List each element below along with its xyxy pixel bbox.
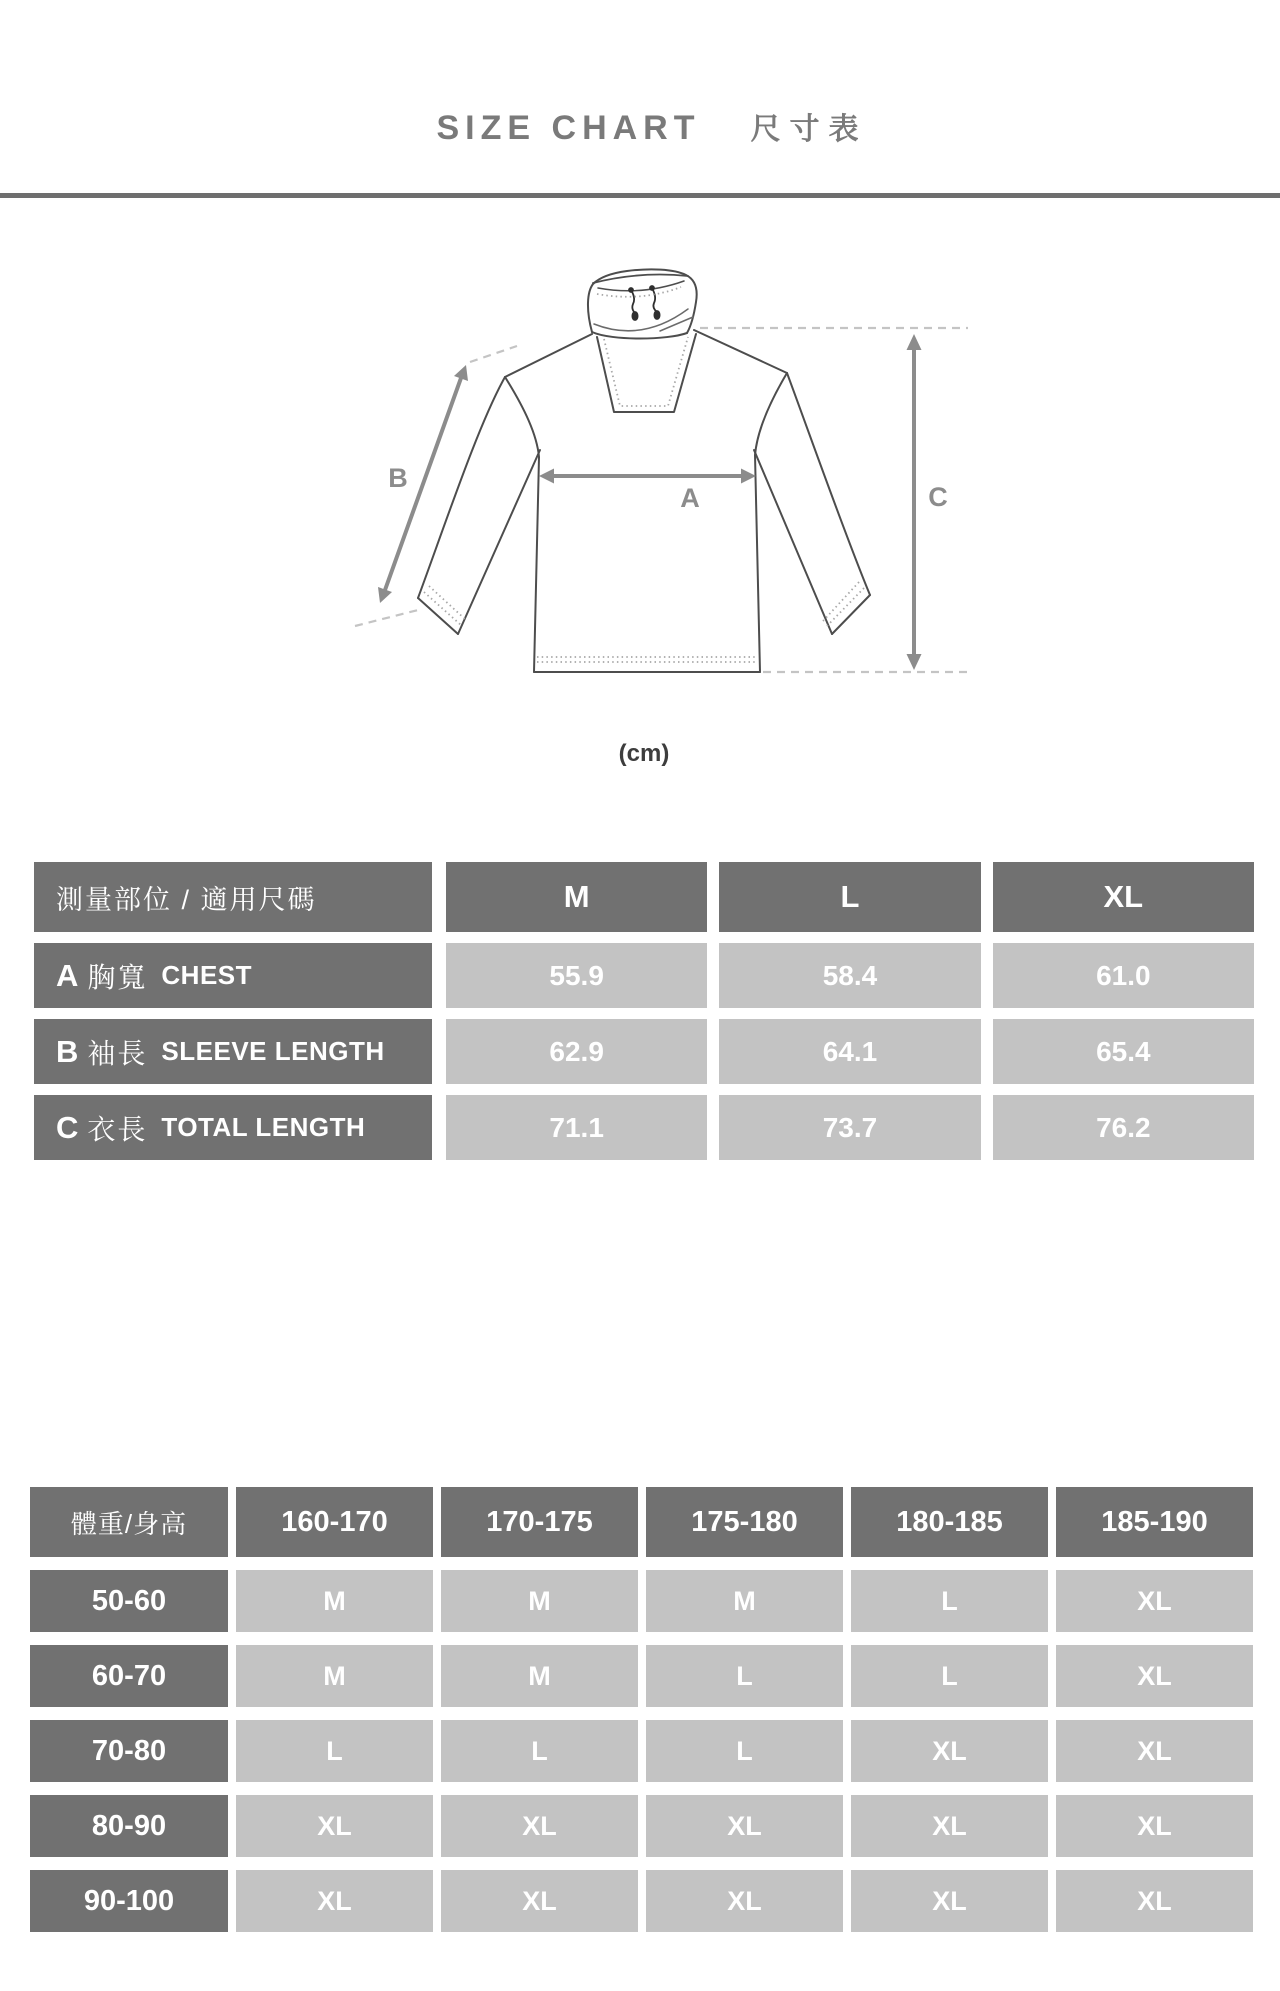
unit-note: (cm) <box>618 740 670 767</box>
weight-row-label: 50-60 <box>30 1570 228 1632</box>
fit-size-cell: XL <box>236 1870 433 1932</box>
height-column-header: 180-185 <box>851 1487 1048 1557</box>
measure-code: A <box>56 957 79 993</box>
garment-outline <box>418 269 870 672</box>
fit-row <box>30 1570 1253 1632</box>
measurement-corner-header: 測量部位 / 適用尺碼 <box>34 862 432 932</box>
fit-row <box>30 1870 1253 1932</box>
weight-row-label: 90-100 <box>30 1870 228 1932</box>
fit-size-cell: XL <box>646 1870 843 1932</box>
page-title-en: SIZE CHART <box>436 109 701 147</box>
fit-size-cell: M <box>646 1570 843 1632</box>
fit-size-cell: XL <box>1056 1720 1253 1782</box>
fit-table <box>30 1487 1253 1932</box>
measurement-value-cell: 73.7 <box>719 1095 980 1160</box>
fit-size-cell: M <box>236 1645 433 1707</box>
measurement-value-cell: 62.9 <box>446 1019 707 1084</box>
measurement-table-body <box>34 943 1254 1160</box>
collar-drawstring <box>629 286 660 320</box>
fit-row <box>30 1795 1253 1857</box>
measure-code: B <box>56 1033 79 1069</box>
measure-name-zh: 衣長 <box>87 1113 148 1145</box>
fit-size-cell: XL <box>851 1720 1048 1782</box>
measurement-table <box>34 862 1254 1160</box>
fit-size-cell: XL <box>646 1795 843 1857</box>
page-title-zh: 尺寸表 <box>750 113 868 146</box>
guide-dashed-lines <box>355 328 968 672</box>
fit-size-cell: L <box>441 1720 638 1782</box>
height-column-header: 185-190 <box>1056 1487 1253 1557</box>
height-column-header: 175-180 <box>646 1487 843 1557</box>
measurement-row-label <box>34 943 432 1008</box>
measure-name-zh: 胸寬 <box>87 961 148 993</box>
fit-size-cell: L <box>851 1645 1048 1707</box>
fit-size-cell: L <box>646 1720 843 1782</box>
measurement-value-cell: 61.0 <box>993 943 1254 1008</box>
measure-code: C <box>56 1109 79 1145</box>
weight-row-label: 70-80 <box>30 1720 228 1782</box>
fit-size-cell: XL <box>851 1870 1048 1932</box>
size-column-header-m: M <box>446 862 707 932</box>
fit-size-cell: M <box>236 1570 433 1632</box>
arrow-label-a: A <box>680 483 700 513</box>
height-column-header: 160-170 <box>236 1487 433 1557</box>
fit-row <box>30 1720 1253 1782</box>
fit-size-cell: XL <box>441 1870 638 1932</box>
fit-size-cell: L <box>851 1570 1048 1632</box>
size-column-header-l: L <box>719 862 980 932</box>
fit-size-cell: M <box>441 1570 638 1632</box>
measurement-value-cell: 65.4 <box>993 1019 1254 1084</box>
weight-row-label: 60-70 <box>30 1645 228 1707</box>
fit-size-cell: XL <box>441 1795 638 1857</box>
measurement-row-label <box>34 1095 432 1160</box>
measurement-table-header <box>34 862 1254 932</box>
fit-size-cell: L <box>236 1720 433 1782</box>
fit-size-cell: XL <box>1056 1645 1253 1707</box>
measurement-row-total-length <box>34 1095 1254 1160</box>
measurement-row-label <box>34 1019 432 1084</box>
measurement-value-cell: 64.1 <box>719 1019 980 1084</box>
measurement-value-cell: 76.2 <box>993 1095 1254 1160</box>
garment-diagram <box>0 195 1280 795</box>
measurement-value-cell: 71.1 <box>446 1095 707 1160</box>
page-title <box>0 104 1280 148</box>
measure-name-zh: 袖長 <box>87 1037 148 1069</box>
height-column-header: 170-175 <box>441 1487 638 1557</box>
fit-table-header <box>30 1487 1253 1557</box>
fit-size-cell: XL <box>851 1795 1048 1857</box>
fit-table-body <box>30 1570 1253 1932</box>
measure-name-en: SLEEVE LENGTH <box>161 1036 385 1066</box>
fit-corner-header: 體重/身高 <box>30 1487 228 1557</box>
measurement-row-sleeve-length <box>34 1019 1254 1084</box>
measurement-value-cell: 55.9 <box>446 943 707 1008</box>
dimension-arrows <box>378 334 922 670</box>
fit-size-cell: L <box>646 1645 843 1707</box>
dimension-labels <box>388 463 948 513</box>
measure-name-en: TOTAL LENGTH <box>161 1112 366 1142</box>
fit-row <box>30 1645 1253 1707</box>
weight-row-label: 80-90 <box>30 1795 228 1857</box>
fit-size-cell: M <box>441 1645 638 1707</box>
fit-size-cell: XL <box>236 1795 433 1857</box>
arrow-label-b: B <box>388 463 408 493</box>
fit-size-cell: XL <box>1056 1570 1253 1632</box>
arrow-label-c: C <box>928 482 948 512</box>
measurement-value-cell: 58.4 <box>719 943 980 1008</box>
measurement-row-chest <box>34 943 1254 1008</box>
fit-size-cell: XL <box>1056 1870 1253 1932</box>
size-column-header-xl: XL <box>993 862 1254 932</box>
measure-name-en: CHEST <box>161 960 253 990</box>
fit-size-cell: XL <box>1056 1795 1253 1857</box>
